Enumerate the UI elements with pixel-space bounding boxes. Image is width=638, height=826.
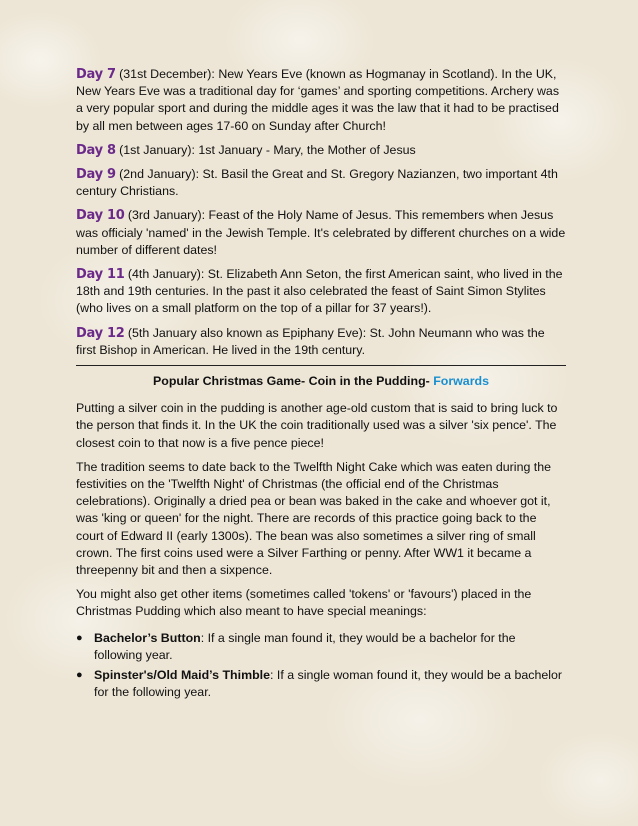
day-8-entry: [76, 142, 566, 159]
day-7-entry: [76, 66, 566, 135]
token-term: Spinster's/Old Maid’s Thimble: [94, 668, 270, 683]
day-text: (1st January): 1st January - Mary, the Mother of Jesus: [115, 142, 416, 157]
list-item: [76, 667, 566, 701]
list-item: [76, 630, 566, 664]
day-label: Day 12: [76, 325, 125, 341]
day-label: Day 8: [76, 142, 116, 158]
paragraph-tradition: The tradition seems to date back to the Twelfth Night Cake which was eaten during the festivities on the 'Twelfth Night' of Christmas (the official end of the Christmas celebrations). Originally a dried pea or bean was baked in the cake and whoever got it, was 'king or queen' for the night. There are records of this practice going back to the court of Edward II (early 1300s). The bean was also sometimes a silver ring of small crown. The first coins used were a Silver Farthing or penny. After WW1 it became a threepenny bit and then a sixpence.: [76, 459, 552, 578]
day-label: Day 7: [76, 67, 116, 82]
bullet-icon: ●: [76, 631, 83, 644]
token-text: : If a single woman found it, they would be a bachelor for the following year.: [94, 668, 563, 700]
day-label: Day 9: [76, 167, 116, 183]
day-label: Day 11: [76, 267, 125, 283]
forwards-link[interactable]: Forwards: [433, 374, 489, 389]
paragraph-tokens: You might also get other items (sometimes called 'tokens' or 'favours') placed in the Christmas Pudding which also meant to have special meanings:: [76, 587, 532, 619]
tokens-list: [76, 630, 566, 702]
day-10-entry: [76, 207, 566, 259]
paragraph-coin-custom: Putting a silver coin in the pudding is another age-old custom that is said to bring luck to the person that finds it. In the UK the coin traditionally used was a silver 'six pence'. The closest coin to that now is a five pence piece!: [76, 401, 558, 450]
section-divider: [76, 365, 566, 366]
day-9-entry: [76, 166, 566, 200]
day-12-entry: [76, 325, 566, 359]
day-label: Day 10: [76, 208, 125, 224]
day-text: (5th January also known as Epiphany Eve): St. John Neumann who was the first Bishop in American. He lived in the 19th century.: [76, 325, 545, 357]
bullet-icon: ●: [76, 669, 83, 682]
token-text: : If a single man found it, they would be a bachelor for the following year.: [94, 630, 516, 662]
day-text: (4th January): St. Elizabeth Ann Seton, the first American saint, who lived in the 18th and 19th centuries. In the past it also celebrated the feast of Saint Simon Stylites (who lives on a small platform on the top of a pillar for 37 years!).: [76, 267, 563, 316]
day-text: (2nd January): St. Basil the Great and St. Gregory Nazianzen, two important 4th century Christians.: [76, 167, 558, 199]
day-text: (3rd January): Feast of the Holy Name of Jesus. This remembers when Jesus was officialy 'named' in the Jewish Temple. It's celebrated by different churches on a wide number of different dates!: [76, 208, 566, 257]
section-heading-text: Popular Christmas Game- Coin in the Pudding-: [153, 374, 434, 389]
day-text: (31st December): New Years Eve (known as Hogmanay in Scotland). In the UK, New Years Eve was a traditional day for ‘games’ and sporting competitions. Archery was a very popular sport and during the middle ages it was the law that it had to be practised by all men between ages 17-60 on Sunday after Church!: [76, 67, 560, 133]
day-11-entry: [76, 266, 566, 318]
token-term: Bachelor’s Button: [94, 630, 201, 645]
document-page: [76, 66, 566, 705]
section-heading: [76, 373, 566, 390]
